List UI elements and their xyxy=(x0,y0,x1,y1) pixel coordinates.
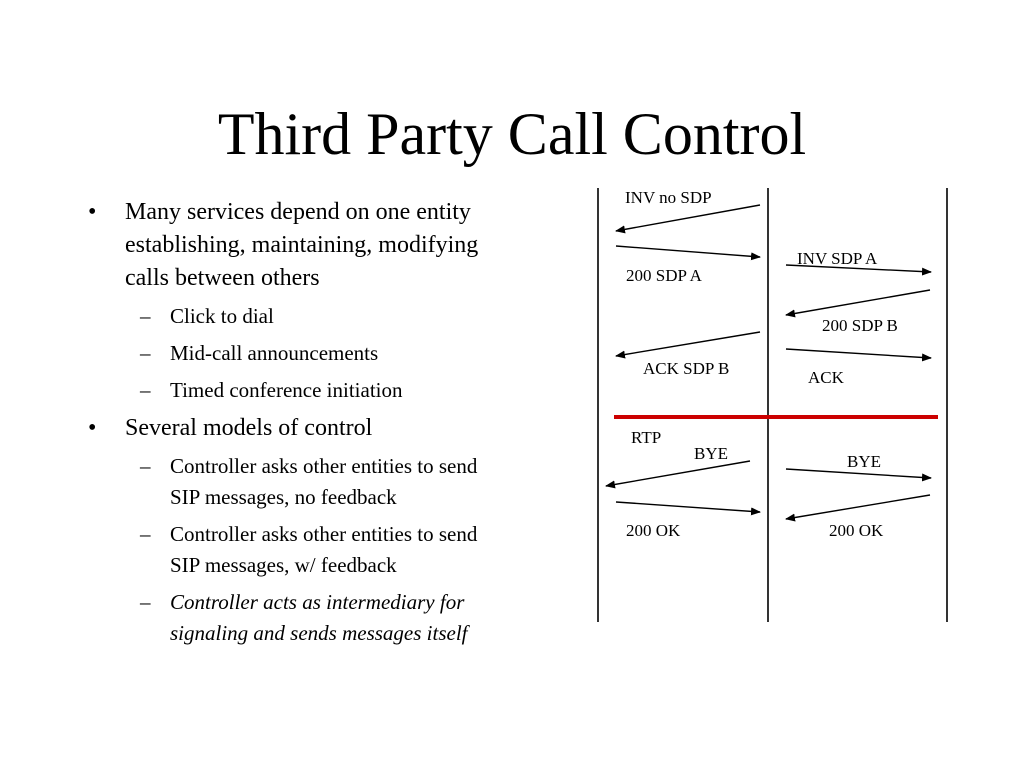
label-inv-no-sdp: INV no SDP xyxy=(625,188,712,207)
label-200-ok-right: 200 OK xyxy=(829,521,884,540)
sub-bullet-text: Timed conference initiation xyxy=(170,378,403,402)
arrow-200-ok-left xyxy=(616,502,760,512)
sub-bullet-text: Mid-call announcements xyxy=(170,341,379,365)
dash-mark: – xyxy=(140,522,151,546)
sub-bullet-text: Controller acts as intermediary for signaling and sends messages itself xyxy=(170,590,468,645)
dash-mark: – xyxy=(140,378,151,402)
arrow-200-sdp-a xyxy=(616,246,760,257)
arrow-ack xyxy=(786,349,931,358)
arrow-bye-left xyxy=(606,461,750,486)
label-bye-right: BYE xyxy=(847,452,881,471)
label-inv-sdp-a: INV SDP A xyxy=(797,249,878,268)
dash-mark: – xyxy=(140,341,151,365)
arrow-200-sdp-b xyxy=(786,290,930,315)
label-bye-left: BYE xyxy=(694,444,728,463)
arrow-200-ok-right xyxy=(786,495,930,519)
dash-mark: – xyxy=(140,304,151,328)
sub-bullet-text: Controller asks other entities to send SIP messages, no feedback xyxy=(170,454,478,509)
bullet-mark: • xyxy=(88,199,97,225)
label-200-ok-left: 200 OK xyxy=(626,521,681,540)
sub-bullet-text: Controller asks other entities to send SIP messages, w/ feedback xyxy=(170,522,478,577)
bullet-text: Several models of control xyxy=(125,415,373,441)
arrow-ack-sdp-b xyxy=(616,332,760,356)
slide-title: Third Party Call Control xyxy=(217,101,807,167)
label-200-sdp-a: 200 SDP A xyxy=(626,266,702,285)
label-ack-sdp-b: ACK SDP B xyxy=(643,359,730,378)
label-200-sdp-b: 200 SDP B xyxy=(822,316,898,335)
bullet-mark: • xyxy=(88,415,97,441)
label-rtp: RTP xyxy=(631,428,662,447)
arrow-inv-no-sdp xyxy=(616,205,760,231)
label-ack: ACK xyxy=(808,368,844,387)
bullet-text: Many services depend on one entity establishing, maintaining, modifying calls between others xyxy=(125,199,479,291)
sub-bullet-text: Click to dial xyxy=(170,304,274,328)
dash-mark: – xyxy=(140,454,151,478)
dash-mark: – xyxy=(140,590,151,614)
